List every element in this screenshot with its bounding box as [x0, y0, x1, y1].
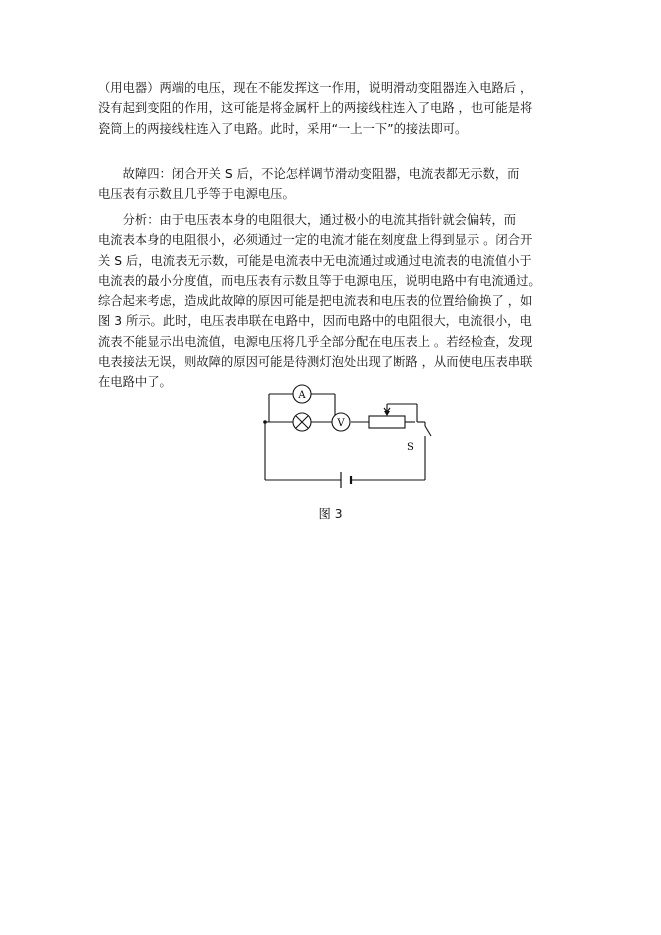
rheostat-symbol	[369, 408, 405, 428]
circuit-diagram-figure	[255, 376, 435, 496]
battery-symbol	[341, 472, 351, 488]
paragraph-fault-four: 故障四：闭合开关 S 后，不论怎样调节滑动变阻器，电流表都无示数，而 电压表有示数且几乎等于电源电压。	[98, 167, 520, 202]
svg-text:A: A	[298, 390, 306, 401]
voltmeter-symbol	[332, 413, 350, 431]
figure-caption: 图 3	[318, 507, 343, 521]
svg-text:V: V	[337, 418, 345, 429]
paragraph-analysis: 分析：由于电压表本身的电阻很大，通过极小的电流其指针就会偏转，而 电流表本身的电阻很小，必须通过一定的电流才能在刻度盘上得到显示 。闭合开 关 S 后，电流表无示数，可能是电流表中无电流通过或通过电流表的电流值小于 电流表的最小分度值，而电压表有示数且等于电源电压，说明电路中有电流通过。 综合起来考虑，造成此故障的原因可能是把电流表和电压表的位置给偷换了 ，如 图 3 所示。此时，电压表串联在电路中，因而电路中的电阻很大，电流很小，电 流表不能显示出电流值，电源电压将几乎全部分配在电压表上 。若经检查，发现 电表接法无误，则故障的原因可能是待测灯泡处出现了断路 ，从而使电压表串联 在电路中了。	[98, 213, 541, 390]
circuit-diagram	[255, 376, 435, 496]
paragraph-rheostat-wiring: （用电器）两端的电压，现在不能发挥这一作用，说明滑动变阻器连入电路后 ， 没有起到变阻的作用，这可能是将金属杆上的两接线柱连入了电路 ，也可能是将 瓷筒上的两接线柱连入了电路。此时，采用“一上一下”的接法即可。	[98, 81, 533, 136]
junction-dot-left	[263, 420, 267, 424]
switch-label: S	[407, 442, 414, 453]
ammeter-symbol	[293, 385, 311, 403]
lamp-symbol	[293, 413, 311, 431]
